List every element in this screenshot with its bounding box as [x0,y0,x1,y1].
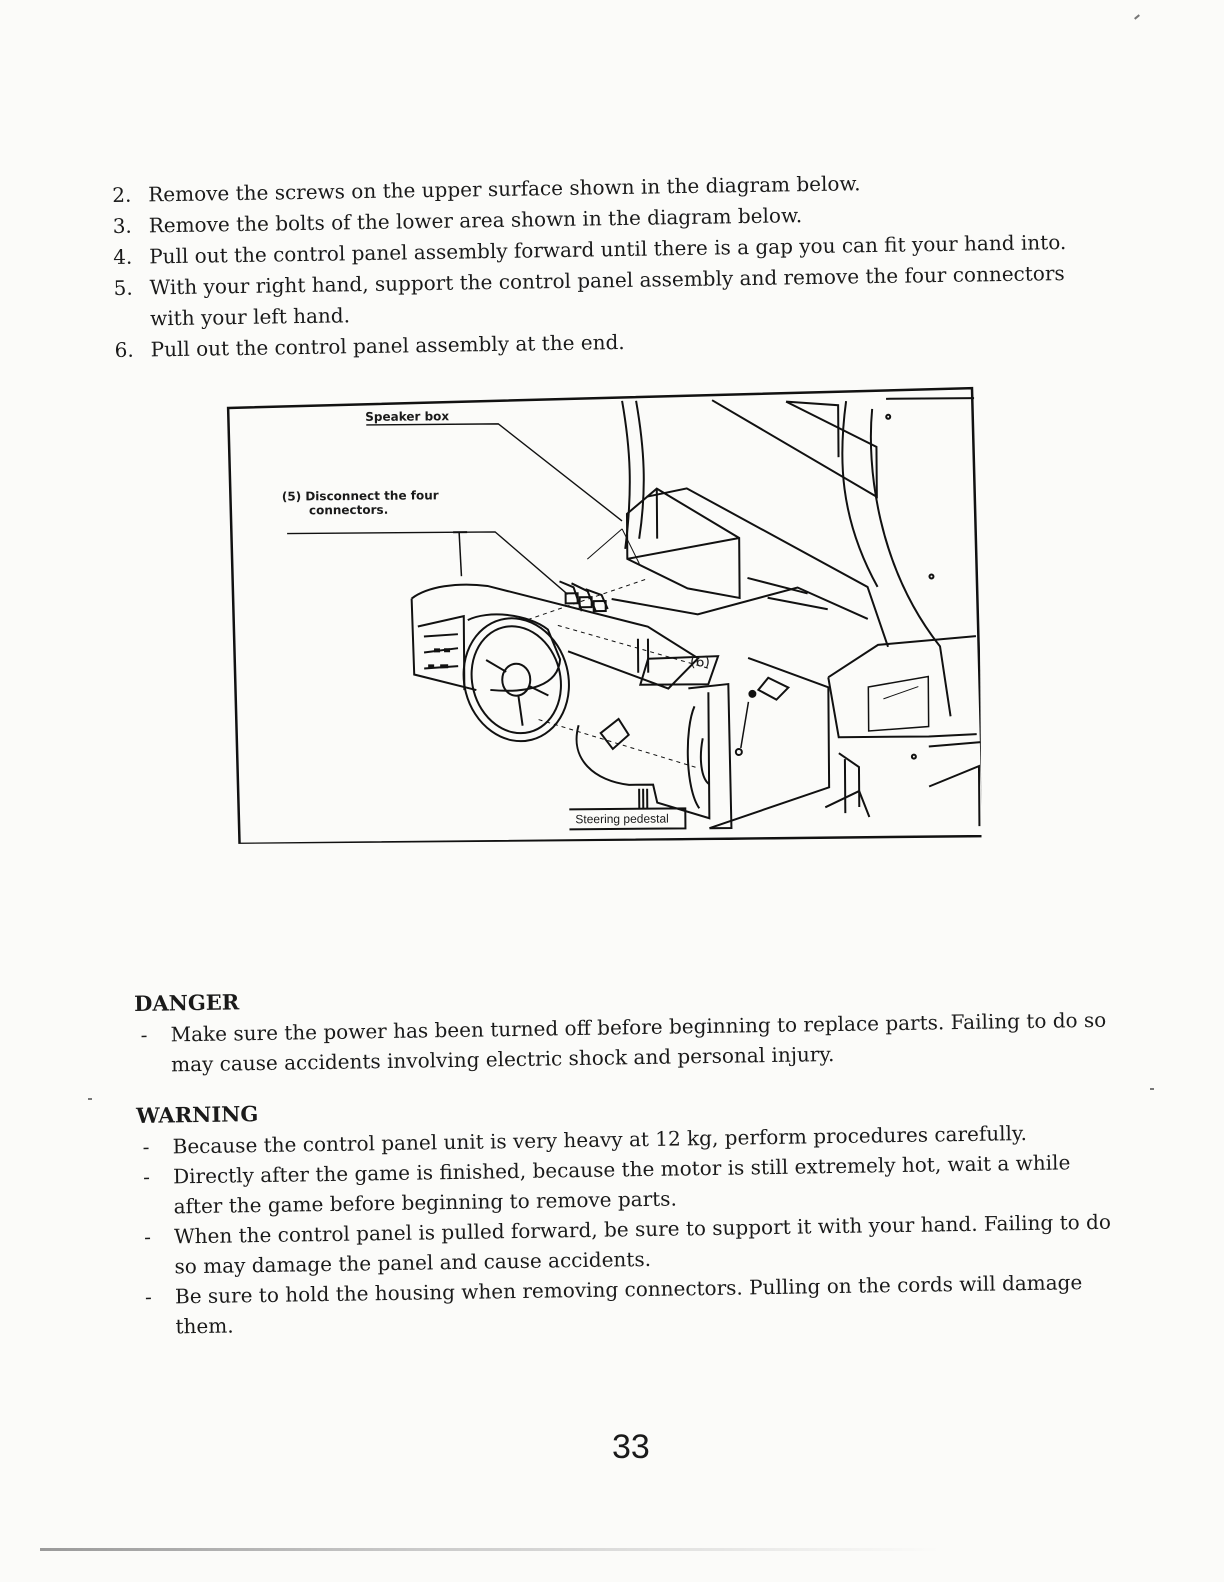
disconnect-connectors-label [282,488,482,518]
step-text: Pull out the control panel assembly at the end. [150,329,625,362]
warning-heading: WARNING [135,1101,259,1128]
step-text: Pull out the control panel assembly forward until there is a gap you can fit your hand into. [149,230,1067,269]
warning-item: - When the control panel is pulled forward, be sure to support it with your hand. Failing to do so may damage the panel and cause accidents. [143,1209,1112,1279]
scan-edge-shadow [40,1548,940,1551]
step-number: 4. [113,244,133,269]
step-six-label: (6) [690,654,711,671]
warning-list [136,1117,1119,1342]
cabinet-illustration [226,386,982,844]
warning-item: - Be sure to hold the housing when removing connectors. Pulling on the cords will damage them. [144,1270,1083,1339]
danger-heading: DANGER [133,989,240,1016]
disconnect-line-1: (5) Disconnect the four [281,488,439,504]
step-number: 5. [113,275,133,300]
warning-text: Because the control panel unit is very heavy at 12 kg, perform procedures carefully. [172,1121,1028,1159]
danger-item: - Make sure the power has been turned off before beginning to replace parts. Failing to do so may cause accidents involving electric shock and personal injury. [140,1007,1107,1077]
warning-text: Be sure to hold the housing when removing connectors. Pulling on the cords will damage them. [174,1270,1083,1339]
warning-text: Directly after the game is finished, because the motor is still extremely hot, wait a while after the game before beginning to remove parts. [172,1150,1071,1219]
warning-notice [136,1089,1120,1342]
steering-pedestal-label: Steering pedestal [575,811,669,827]
danger-text: Make sure the power has been turned off before beginning to replace parts. Failing to do so may cause accidents involving electric shock and personal injury. [170,1007,1107,1077]
danger-list [134,1005,1115,1080]
procedure-steps [112,164,1105,366]
step-number: 2. [112,182,132,207]
step-number: 6. [114,337,134,362]
speaker-box-label: Speaker box [365,409,450,424]
warning-item: - Directly after the game is finished, because the motor is still extremely hot, wait a while after the game before beginning to remove parts. [142,1150,1071,1219]
scan-speck [1150,1088,1154,1090]
scan-speck [1134,14,1140,19]
page-number: 33 [612,1428,650,1466]
step-text: Remove the screws on the upper surface shown in the diagram below. [148,171,861,207]
step-number: 3. [112,213,133,238]
step-text: Remove the bolts of the lower area shown in the diagram below. [148,203,803,238]
step-text: With your right hand, support the control panel assembly and remove the four connectors with your left hand. [149,261,1065,331]
disconnect-line-2: connectors. [308,502,389,518]
control-panel-diagram [226,386,982,844]
danger-notice [134,977,1115,1080]
warning-item: - Because the control panel unit is very heavy at 12 kg, perform procedures carefully. [142,1121,1028,1159]
warning-text: When the control panel is pulled forward, be sure to support it with your hand. Failing to do so may damage the panel and cause accidents. [173,1209,1112,1279]
scan-speck [88,1098,92,1100]
